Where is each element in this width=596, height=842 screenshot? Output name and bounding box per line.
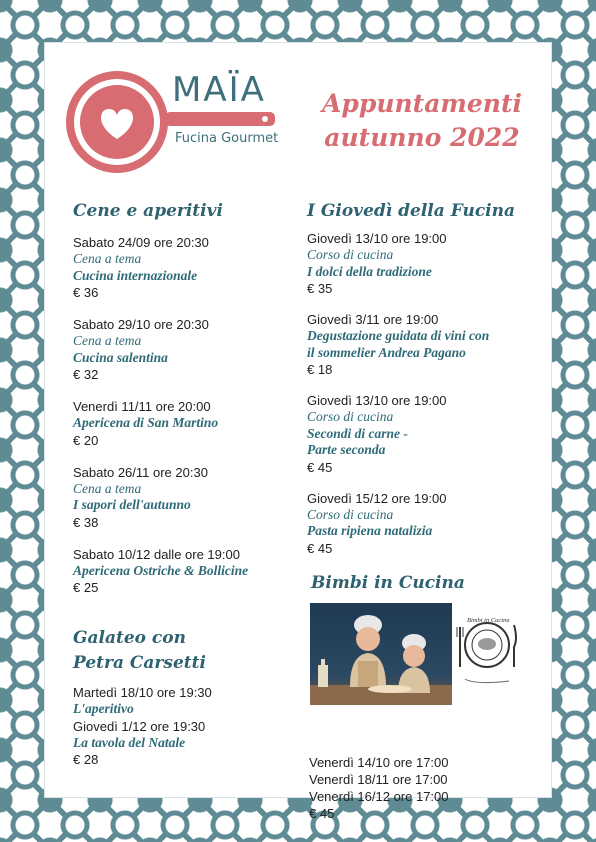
event-item (73, 234, 288, 301)
brand-subtitle: Fucina Gourmet (175, 131, 279, 146)
galateo-section (73, 626, 288, 768)
event-name: Apericena di San Martino (73, 415, 219, 430)
event-name-line1: Secondi di carne - (307, 425, 408, 441)
event-date: Martedì 18/10 ore 19:30 (73, 685, 212, 700)
section-title-galateo-1: Galateo con (73, 628, 186, 648)
event-item (73, 398, 288, 449)
event-price: € 45 (309, 806, 335, 821)
event-name: Cucina salentina (73, 349, 168, 365)
event-name: Apericena Ostriche & Bollicine (73, 562, 249, 578)
event-date: Sabato 24/09 ore 20:30 (73, 235, 209, 250)
event-date: Giovedì 3/11 ore 19:00 (307, 312, 439, 327)
event-subtitle: Cena a tema (73, 251, 142, 266)
event-item (73, 546, 288, 597)
section-title-giovedi: I Giovedì della Fucina (307, 201, 516, 221)
event-name: Pasta ripiena natalizia (307, 523, 433, 538)
event-subtitle: Corso di cucina (307, 506, 394, 522)
event-date: Sabato 26/11 ore 20:30 (73, 464, 208, 480)
event-item (307, 230, 539, 297)
event-item (307, 311, 539, 378)
right-column (307, 199, 539, 821)
event-price: € 45 (307, 540, 333, 556)
event-name: Cucina internazionale (73, 267, 198, 283)
galateo-events (73, 684, 288, 768)
section-title-cene: Cene e aperitivi (73, 201, 223, 221)
event-price: € 25 (73, 580, 99, 595)
event-subtitle: Corso di cucina (307, 409, 394, 424)
brand-name: MAÏA (172, 70, 266, 110)
maia-logo (65, 65, 280, 180)
event-date: Giovedì 13/10 ore 19:00 (307, 231, 447, 246)
event-date: Giovedì 15/12 ore 19:00 (307, 490, 447, 506)
event-item (73, 464, 288, 531)
event-price: € 20 (73, 432, 99, 448)
section-title-bimbi: Bimbi in Cucina (311, 572, 465, 593)
event-date: Venerdì 11/11 ore 20:00 (73, 399, 211, 414)
event-name: L'aperitivo (73, 701, 134, 716)
event-subtitle: Corso di cucina (307, 247, 394, 262)
event-date: Giovedì 1/12 ore 19:30 (73, 718, 206, 734)
event-price: € 18 (307, 362, 333, 377)
event-date: Venerdì 18/11 ore 17:00 (309, 772, 448, 787)
event-name: I sapori dell'autunno (73, 497, 191, 512)
poster-panel (44, 42, 552, 821)
event-name-line2: il sommelier Andrea Pagano (307, 344, 466, 360)
section-title-galateo-2: Petra Carsetti (73, 653, 206, 673)
event-name-line2: Parte seconda (307, 442, 386, 457)
event-date: Venerdì 14/10 ore 17:00 (309, 755, 449, 770)
bimbi-logo-text: Bimbi in Cucina (467, 617, 510, 624)
event-date: Venerdì 16/12 ore 17:00 (309, 789, 449, 804)
left-column (73, 199, 288, 768)
bimbi-dates (309, 754, 449, 822)
event-price: € 36 (73, 285, 99, 300)
event-date: Giovedì 13/10 ore 19:00 (307, 393, 447, 408)
event-name-line1: Degustazione guidata di vini con (307, 328, 490, 343)
event-subtitle: Cena a tema (73, 333, 142, 348)
event-item (73, 316, 288, 383)
event-price: € 45 (307, 459, 333, 475)
page-title: Appuntamenti autunno 2022 (321, 89, 523, 152)
event-price: € 32 (73, 367, 99, 382)
event-subtitle: Cena a tema (73, 480, 142, 496)
bimbi-in-cucina-logo (455, 611, 519, 691)
event-date: Sabato 10/12 dalle ore 19:00 (73, 546, 240, 562)
event-item (307, 392, 539, 476)
kids-cooking-photo (310, 603, 452, 705)
event-price: € 28 (73, 752, 99, 767)
event-name: I dolci della tradizione (307, 263, 432, 279)
event-name: La tavola del Natale (73, 734, 186, 750)
event-date: Sabato 29/10 ore 20:30 (73, 317, 209, 332)
event-item (307, 490, 539, 557)
event-price: € 38 (73, 514, 99, 530)
event-price: € 35 (307, 281, 333, 296)
